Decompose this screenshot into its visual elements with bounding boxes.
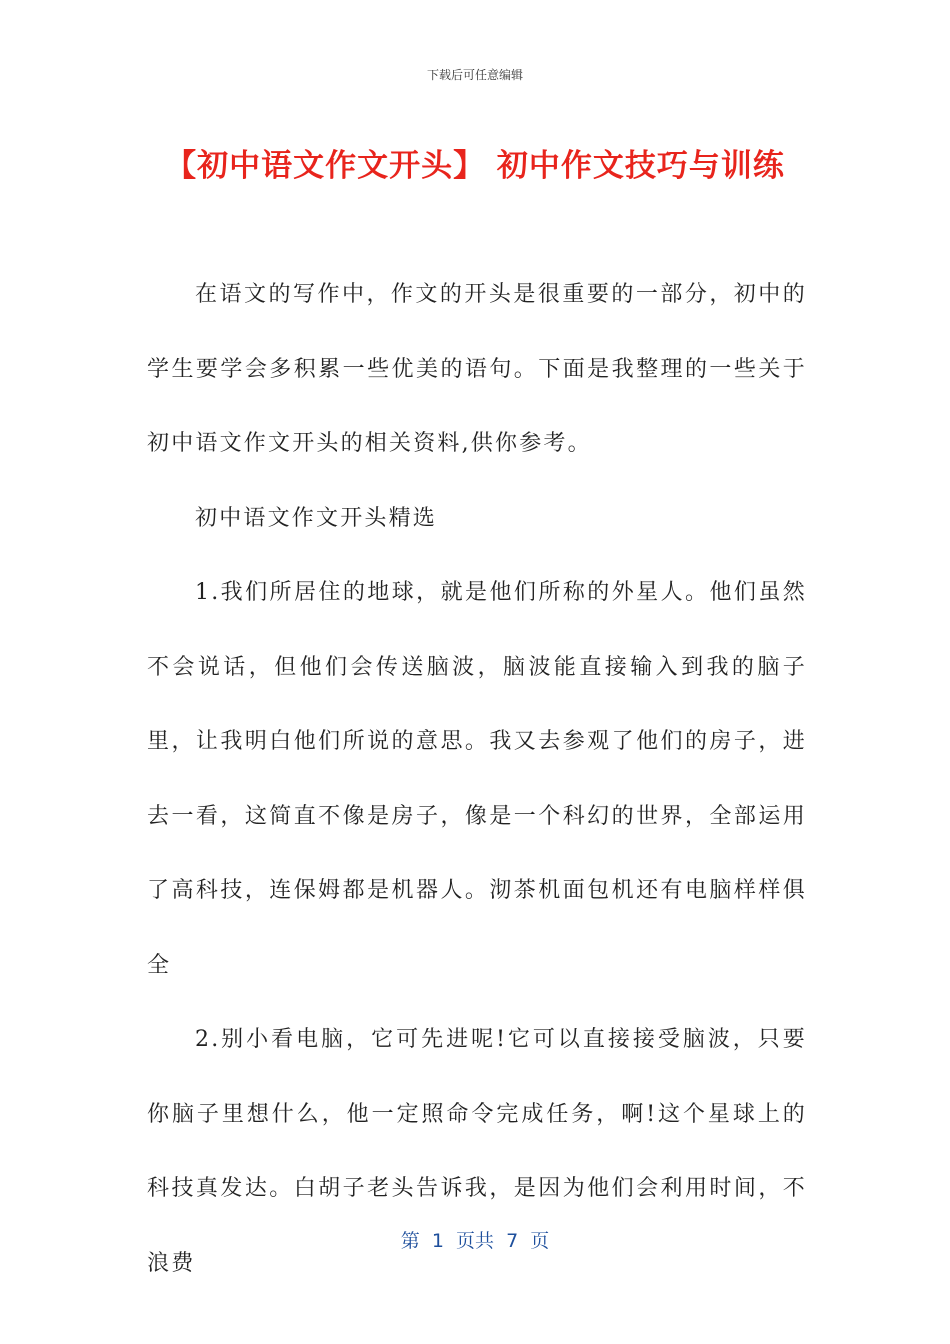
paragraph-example-1: 1.我们所居住的地球，就是他们所称的外星人。他们虽然不会说话，但他们会传送脑波，脑波能直接输入到我的脑子里，让我明白他们所说的意思。我又去参观了他们的房子，进去一看，这简直不像是房子，像是一个科幻的世界，全部运用了高科技，连保姆都是机器人。沏茶机面包机还有电脑样样俱全 (147, 580, 807, 978)
paragraph-intro: 在语文的写作中，作文的开头是很重要的一部分，初中的学生要学会多积累一些优美的语句。下面是我整理的一些关于初中语文作文开头的相关资料,供你参考。 (147, 282, 807, 456)
document-title: 【初中语文作文开头】 初中作文技巧与训练 (165, 148, 785, 184)
page-number-footer: 第 1 页共 7 页 (400, 1230, 550, 1252)
paragraph-example-2: 2.别小看电脑，它可先进呢!它可以直接接受脑波，只要你脑子里想什么，他一定照命令完成任务，啊!这个星球上的科技真发达。白胡子老头告诉我，是因为他们会利用时间，不浪费 (147, 1027, 807, 1276)
document-body (147, 258, 807, 1301)
header-note: 下载后可任意编辑 (426, 68, 523, 82)
paragraph-heading: 初中语文作文开头精选 (195, 505, 438, 531)
